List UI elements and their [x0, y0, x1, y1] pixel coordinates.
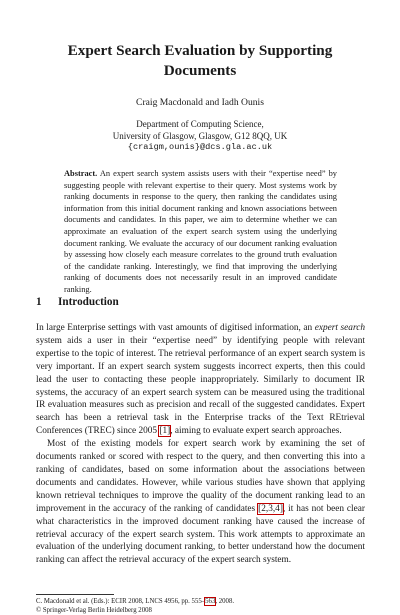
footnote-line-1-a: C. Macdonald et al. (Eds.): ECIR 2008, LNCS 4956, pp. 555– — [36, 598, 206, 605]
footnote-line-1-b: , 2008. — [215, 598, 235, 605]
paragraph-1-c: , aiming to evaluate expert search approaches. — [170, 426, 342, 437]
paragraph-1 — [36, 322, 365, 438]
section-title: Introduction — [58, 296, 119, 308]
footnote-rule — [36, 594, 114, 595]
citation-link-1[interactable]: [1] — [159, 426, 171, 437]
paragraph-2-a: Most of the existing models for expert search work by examining the set of documents ranked or scored with respect to the query, and then converting this into a ranking of candidates, based on some information about the associations between documents and candidates. However, while various studies have shown that applying known retrieval techniques to improve the quality of the document ranking lead to an improvement in the accuracy of the ranking of candidates — [36, 439, 365, 514]
paragraph-2 — [36, 438, 365, 567]
body-text — [36, 322, 365, 567]
affiliation-university: University of Glasgow, Glasgow, G12 8QQ, UK — [112, 130, 288, 141]
section-heading — [36, 295, 119, 309]
title-line-1: Expert Search Evaluation by Supporting — [67, 42, 333, 59]
paragraph-1-emphasis: expert search — [314, 323, 365, 333]
authors: Craig Macdonald and Iadh Ounis — [136, 97, 264, 108]
abstract-label: Abstract. — [64, 169, 98, 178]
footnote-line-2: © Springer-Verlag Berlin Heidelberg 2008 — [36, 606, 152, 614]
section-number: 1 — [36, 296, 42, 308]
affiliation — [30, 119, 370, 154]
footnote — [36, 598, 365, 615]
affiliation-dept: Department of Computing Science, — [136, 119, 264, 129]
paragraph-1-a: In large Enterprise settings with vast amounts of digitised information, an — [36, 323, 315, 333]
paper-title — [30, 41, 370, 81]
footnote-line-1 — [36, 598, 365, 607]
title-line-2: Documents — [163, 62, 237, 79]
abstract — [64, 168, 337, 296]
abstract-text: An expert search system assists users with their “expertise need” by suggesting people with relevant expertise to their query. Most systems work by ranking documents in response to the query, then ranking the candidates using information from this initial document ranking and known associations between documents and candidates. In this paper, we aim to determine whether we can approximate an evaluation of the expert search system using the underlying document ranking. We evaluate the accuracy of our document ranking evaluation by assessing how closely each measure correlates to the ground truth evaluation of the candidate ranking. Interestingly, we find that improving the underlying ranking of documents does not necessarily result in an improved candidate ranking. — [64, 169, 337, 294]
page-link[interactable]: 563 — [205, 598, 216, 605]
affiliation-email: {craigm,ounis}@dcs.gla.ac.uk — [127, 142, 273, 152]
paragraph-1-b: system aids a user in their “expertise need” by identifying people with relevant expertise to the topic of interest. The retrieval performance of an expert search system is very important. If an expert search system suggests incorrect experts, then this could lead the user to contacting these people inappropriately. Similarly to document IR systems, the accuracy of an expert search system can be measured using the traditional IR evaluation measures such as precision and recall of the suggested candidates. Expert search has been a retrieval task in the Enterprise tracks of the Text REtrieval Conferences (TREC) since 2005 — [36, 335, 365, 437]
paragraph-2-b: , it has not been clear what characteristics in the improved document ranking have caused the increase of retrieval accuracy of the expert search system. This work attempts to approximate an evaluation of the underlying document ranking, to better understand how the document ranking can affect the retrieval accuracy of the expert search system. — [36, 503, 365, 566]
citation-link-2[interactable]: [2,3,4] — [258, 503, 283, 514]
